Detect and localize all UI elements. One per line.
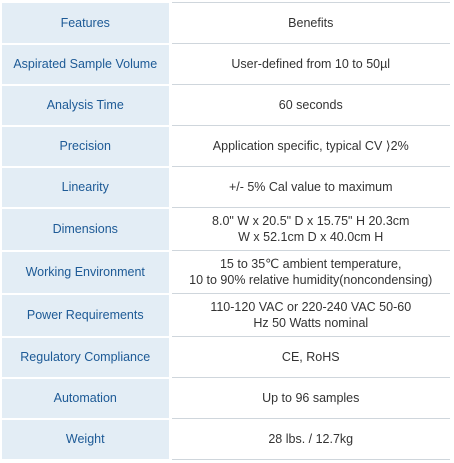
feature-label: Working Environment (2, 251, 170, 294)
benefit-line: User-defined from 10 to 50µl (231, 57, 391, 71)
feature-label: Dimensions (2, 208, 170, 251)
benefit-line: 15 to 35℃ ambient temperature, (219, 257, 402, 271)
benefit-value (170, 378, 450, 419)
feature-label: Regulatory Compliance (2, 337, 170, 378)
header-benefits: Benefits (170, 3, 450, 44)
table-row (2, 126, 450, 167)
feature-label: Power Requirements (2, 294, 170, 337)
table-row (2, 337, 450, 378)
feature-label: Linearity (2, 167, 170, 208)
benefit-line: 8.0" W x 20.5" D x 15.75" H 20.3cm (212, 214, 410, 228)
feature-label: Aspirated Sample Volume (2, 44, 170, 85)
table-row (2, 167, 450, 208)
table-header-row (2, 3, 450, 44)
table-row (2, 44, 450, 85)
benefit-line: Up to 96 samples (262, 391, 360, 405)
table-row (2, 85, 450, 126)
table-row (2, 419, 450, 460)
feature-label: Precision (2, 126, 170, 167)
benefit-value (170, 85, 450, 126)
benefit-line: Hz 50 Watts nominal (253, 316, 369, 330)
feature-label: Automation (2, 378, 170, 419)
benefit-value (170, 126, 450, 167)
benefit-value (170, 44, 450, 85)
feature-label: Analysis Time (2, 85, 170, 126)
benefit-line: Application specific, typical CV ⟩2% (212, 139, 409, 153)
benefit-line: 10 to 90% relative humidity(noncondensing) (189, 273, 433, 287)
table-row (2, 251, 450, 294)
benefit-line: +/- 5% Cal value to maximum (228, 180, 393, 194)
benefit-line: W x 52.1cm D x 40.0cm H (238, 230, 384, 244)
header-features: Features (2, 3, 170, 44)
benefit-value (170, 337, 450, 378)
benefit-value (170, 167, 450, 208)
benefit-line: 60 seconds (278, 98, 343, 112)
benefit-value (170, 419, 450, 460)
spec-table (2, 2, 450, 461)
benefit-value (170, 294, 450, 337)
benefit-value (170, 251, 450, 294)
spec-table-body (2, 3, 450, 460)
benefit-value (170, 208, 450, 251)
benefit-line: CE, RoHS (281, 350, 340, 364)
table-row (2, 294, 450, 337)
benefit-line: 28 lbs. / 12.7kg (268, 432, 354, 446)
table-row (2, 208, 450, 251)
table-row (2, 378, 450, 419)
feature-label: Weight (2, 419, 170, 460)
benefit-line: 110-120 VAC or 220-240 VAC 50-60 (210, 300, 412, 314)
